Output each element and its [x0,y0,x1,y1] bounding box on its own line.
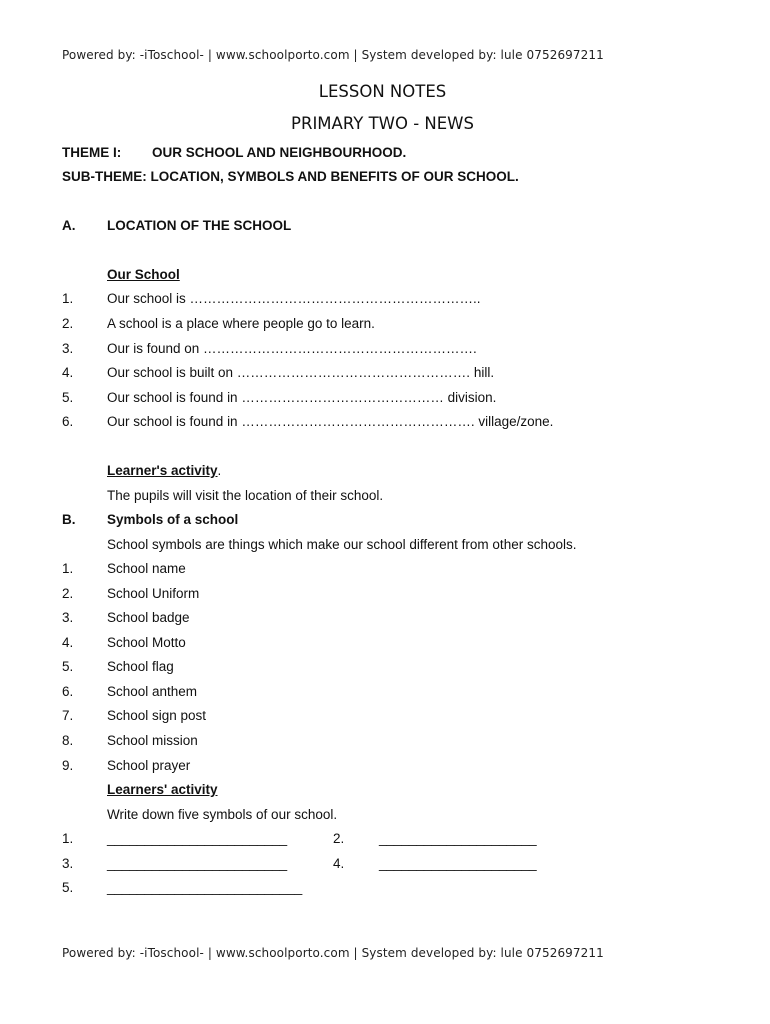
learners-activity-text: Write down five symbols of our school. [107,807,338,822]
item-text: School Uniform [107,586,200,601]
section-a-subheading: Our School [107,267,180,282]
item-text: A school is a place where people go to learn. [107,316,375,331]
answer-blank[interactable]: ________________________ [107,831,288,846]
learner-activity-heading [107,463,221,478]
blank-number: 4. [333,856,345,871]
item-number: 4. [62,635,74,650]
item-text: School Motto [107,635,186,650]
theme-label: THEME I: [62,145,122,160]
learner-activity-title: Learner's activity [107,463,218,478]
item-text: School anthem [107,684,198,699]
item-number: 3. [62,610,74,625]
item-text: Our school is ……………………………………………………….. [107,291,481,306]
item-number: 3. [62,341,74,356]
section-b-letter: B. [62,512,76,527]
section-a-letter: A. [62,218,76,233]
item-text: School flag [107,659,174,674]
document-subtitle: PRIMARY TWO - NEWS [291,114,474,133]
item-text: School mission [107,733,198,748]
learner-activity-period: . [217,463,222,478]
blank-number: 2. [333,831,345,846]
item-number: 6. [62,684,74,699]
answer-blank[interactable]: _____________________ [379,856,537,871]
item-text: School name [107,561,186,576]
item-number: 9. [62,758,74,773]
item-number: 5. [62,659,74,674]
item-text: Our is found on ……………………………………………………. [107,341,477,356]
answer-blank[interactable]: _____________________ [379,831,537,846]
answer-blank[interactable]: __________________________ [107,880,303,895]
item-number: 2. [62,586,74,601]
section-b-intro: School symbols are things which make our school different from other schools. [107,537,577,552]
theme-value: OUR SCHOOL AND NEIGHBOURHOOD. [152,145,407,160]
item-text: Our school is found in ……………………………………… division. [107,390,497,405]
learner-activity-text: The pupils will visit the location of their school. [107,488,384,503]
blank-number: 5. [62,880,74,895]
item-number: 4. [62,365,74,380]
document-title: LESSON NOTES [318,82,447,101]
item-text: School sign post [107,708,207,723]
item-text: Our school is found in ……………………………………………. village/zone. [107,414,554,429]
item-text: School badge [107,610,190,625]
item-number: 1. [62,291,74,306]
item-text: School prayer [107,758,191,773]
item-number: 6. [62,414,74,429]
learners-activity-heading: Learners' activity [107,782,218,797]
item-number: 7. [62,708,74,723]
item-number: 2. [62,316,74,331]
item-text: Our school is built on ……………………………………………. hill. [107,365,495,380]
sub-theme: SUB-THEME: LOCATION, SYMBOLS AND BENEFITS OF OUR SCHOOL. [62,169,519,184]
blank-number: 1. [62,831,74,846]
section-b-heading: Symbols of a school [107,512,239,527]
page-header: Powered by: -iToschool- | www.schoolporto.com | System developed by: lule 0752697211 [62,48,604,62]
blank-number: 3. [62,856,74,871]
page-footer: Powered by: -iToschool- | www.schoolporto.com | System developed by: lule 0752697211 [62,946,604,960]
item-number: 8. [62,733,74,748]
answer-blank[interactable]: ________________________ [107,856,288,871]
item-number: 1. [62,561,74,576]
section-a-heading: LOCATION OF THE SCHOOL [107,218,292,233]
item-number: 5. [62,390,74,405]
